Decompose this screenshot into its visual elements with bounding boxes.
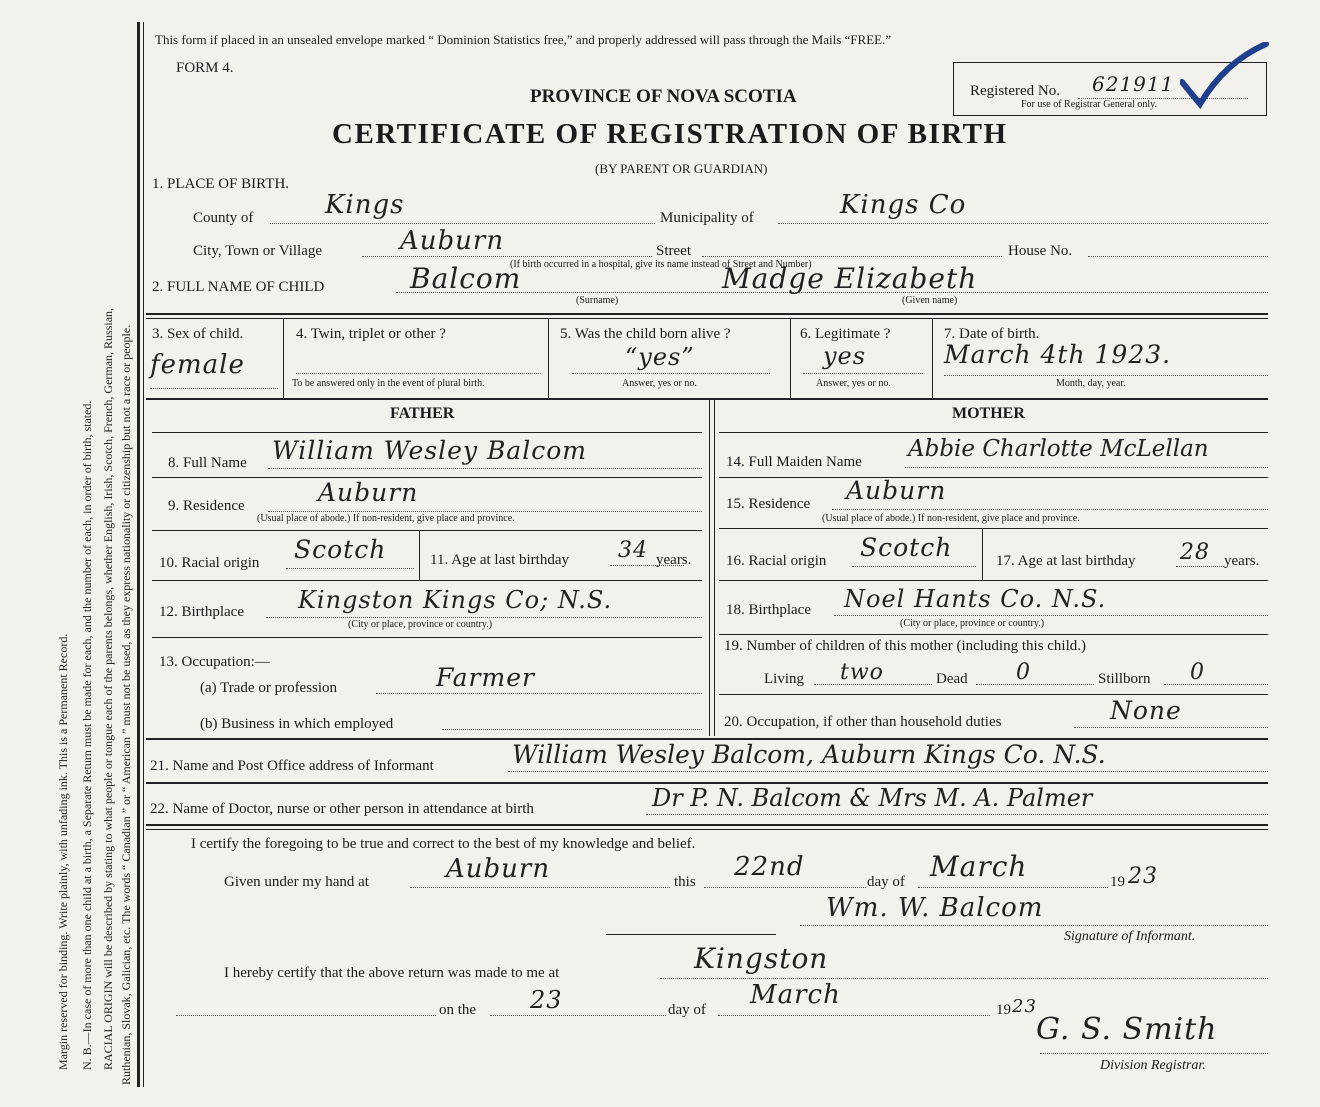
on-the-label: on the bbox=[439, 1002, 477, 1018]
mother-rule-5 bbox=[719, 694, 1268, 695]
registrar-year-prefix: 19 bbox=[996, 1002, 1011, 1018]
margin-note-multiple-births: N. B.—In case of more than one child at a birth, a Separate Return must be made for each, and the number of each, in order of birth, stated. bbox=[80, 400, 94, 1070]
parents-column-divider bbox=[709, 398, 710, 736]
registered-label: Registered No. bbox=[970, 83, 1060, 99]
mother-children-label: 19. Number of children of this mother (including this child.) bbox=[724, 638, 1087, 654]
sex-value: female bbox=[150, 350, 245, 380]
alive-line bbox=[572, 373, 770, 374]
section-divider bbox=[146, 313, 1268, 315]
registrar-day-of-label: day of bbox=[668, 1002, 706, 1018]
registered-number: 621911 bbox=[1092, 72, 1175, 96]
mother-heading-rule bbox=[719, 432, 1268, 433]
informant-signature-line bbox=[800, 925, 1268, 926]
certification-divider-double bbox=[146, 829, 1268, 830]
registrar-day-line bbox=[490, 1015, 666, 1016]
father-age-label: 11. Age at last birthday bbox=[430, 552, 569, 568]
dob-note: Month, day, year. bbox=[1056, 378, 1126, 389]
surname-note: (Surname) bbox=[576, 295, 619, 306]
margin-note-racial-origin-cont: Ruthenian, Slovak, Galician, etc. The words “ Canadian ” or “ American ” must not be used, as they express nationality or citizenship but not a race or people. bbox=[119, 324, 133, 1085]
dead-value: 0 bbox=[1016, 660, 1031, 685]
house-label: House No. bbox=[1008, 243, 1073, 259]
street-line bbox=[702, 256, 1002, 257]
twin-note: To be answered only in the event of plural birth. bbox=[292, 378, 485, 389]
twin-label: 4. Twin, triplet or other ? bbox=[296, 326, 446, 342]
dead-label: Dead bbox=[936, 671, 968, 687]
doctor-label: 22. Name of Doctor, nurse or other person in attendance at birth bbox=[150, 801, 534, 817]
city-line bbox=[362, 256, 652, 257]
registered-note: For use of Registrar General only. bbox=[1021, 99, 1157, 110]
checkmark-icon bbox=[1180, 42, 1270, 112]
legitimate-label: 6. Legitimate ? bbox=[800, 326, 891, 342]
registrar-separator bbox=[606, 934, 776, 935]
father-heading-rule bbox=[152, 432, 702, 433]
father-rule-3 bbox=[152, 580, 702, 581]
mother-age-value: 28 bbox=[1180, 540, 1210, 565]
mother-race-divider bbox=[982, 528, 983, 580]
form-number: FORM 4. bbox=[176, 60, 234, 76]
child-given-name: Madge Elizabeth bbox=[722, 262, 978, 295]
father-years-label: years. bbox=[656, 552, 692, 568]
legitimate-value: yes bbox=[823, 342, 867, 370]
mother-rule-1 bbox=[719, 477, 1268, 478]
certificate-title: CERTIFICATE OF REGISTRATION OF BIRTH bbox=[332, 118, 1008, 150]
year-value: 23 bbox=[1128, 864, 1158, 889]
row3-divider-2 bbox=[548, 318, 549, 398]
mother-occupation-value: None bbox=[1110, 696, 1182, 725]
informant-line bbox=[508, 771, 1268, 772]
mother-residence-note: (Usual place of abode.) If non-resident, give place and province. bbox=[822, 513, 1080, 524]
mother-age-label: 17. Age at last birthday bbox=[996, 553, 1136, 569]
father-birthplace-value: Kingston Kings Co; N.S. bbox=[298, 586, 613, 614]
margin-note-binding: Margin reserved for binding. Write plainly, with unfading ink. This is a Permanent Record. bbox=[56, 633, 70, 1070]
legitimate-line bbox=[803, 373, 923, 374]
mother-age-line bbox=[1176, 566, 1224, 567]
parents-column-divider-2 bbox=[714, 398, 715, 736]
mother-name-line bbox=[905, 467, 1268, 468]
father-trade-line bbox=[376, 693, 702, 694]
sex-line bbox=[150, 388, 278, 389]
registrar-year-value: 23 bbox=[1012, 996, 1037, 1017]
informant-signature: Wm. W. Balcom bbox=[826, 893, 1044, 923]
child-surname: Balcom bbox=[410, 262, 522, 295]
city-value: Auburn bbox=[400, 226, 505, 256]
day-of-label: day of bbox=[867, 874, 905, 890]
row3-divider-3 bbox=[790, 318, 791, 398]
given-place-value: Auburn bbox=[446, 854, 551, 884]
father-rule-1 bbox=[152, 477, 702, 478]
father-race-label: 10. Racial origin bbox=[159, 555, 260, 571]
margin-divider bbox=[137, 22, 140, 1087]
mail-notice: This form if placed in an unsealed envelope marked “ Dominion Statistics free,” and properly addressed will pass through the Mails “FREE.” bbox=[155, 32, 892, 47]
informant-signature-label: Signature of Informant. bbox=[1064, 929, 1196, 944]
row3-divider-4 bbox=[932, 318, 933, 398]
father-business-line bbox=[442, 729, 702, 730]
day-value: 22nd bbox=[734, 852, 805, 882]
father-trade-value: Farmer bbox=[436, 663, 535, 692]
registrar-signature-label: Division Registrar. bbox=[1100, 1058, 1206, 1073]
dob-line bbox=[944, 375, 1268, 376]
father-rule-2 bbox=[152, 530, 702, 531]
city-label: City, Town or Village bbox=[193, 243, 323, 259]
doctor-line bbox=[646, 814, 1268, 815]
father-race-value: Scotch bbox=[294, 535, 387, 564]
day-line bbox=[704, 887, 866, 888]
sex-label: 3. Sex of child. bbox=[152, 326, 244, 342]
county-value: Kings bbox=[325, 190, 405, 220]
dob-label: 7. Date of birth. bbox=[944, 326, 1040, 342]
father-name-line bbox=[268, 468, 702, 469]
registrar-day-value: 23 bbox=[530, 986, 563, 1014]
registrar-place-line bbox=[660, 978, 1268, 979]
father-residence-line bbox=[268, 511, 702, 512]
registrar-signature: G. S. Smith bbox=[1036, 1012, 1218, 1047]
father-name-value: William Wesley Balcom bbox=[272, 436, 587, 465]
mother-race-line bbox=[852, 566, 976, 567]
municipality-value: Kings Co bbox=[840, 190, 967, 220]
certificate-subtitle: (BY PARENT OR GUARDIAN) bbox=[595, 161, 768, 176]
hospital-note: (If birth occurred in a hospital, give its name instead of Street and Number) bbox=[510, 259, 812, 270]
child-name-label: 2. FULL NAME OF CHILD bbox=[152, 279, 325, 295]
stillborn-line bbox=[1164, 684, 1268, 685]
place-of-birth-heading: 1. PLACE OF BIRTH. bbox=[152, 176, 290, 192]
father-residence-label: 9. Residence bbox=[168, 498, 245, 514]
doctor-value: Dr P. N. Balcom & Mrs M. A. Palmer bbox=[652, 784, 1093, 812]
mother-rule-4 bbox=[719, 634, 1268, 635]
registrar-month-line bbox=[718, 1015, 990, 1016]
living-value: two bbox=[840, 660, 884, 685]
dead-line bbox=[976, 684, 1094, 685]
house-line bbox=[1088, 256, 1268, 257]
father-business-label: (b) Business in which employed bbox=[200, 716, 394, 732]
mother-birthplace-note: (City or place, province or country.) bbox=[900, 618, 1045, 629]
this-label: this bbox=[674, 874, 696, 890]
alive-value: “yes” bbox=[625, 343, 695, 371]
father-age-value: 34 bbox=[618, 538, 648, 563]
mother-residence-label: 15. Residence bbox=[726, 496, 811, 512]
mother-race-value: Scotch bbox=[860, 533, 953, 562]
street-label: Street bbox=[656, 243, 691, 259]
informant-value: William Wesley Balcom, Auburn Kings Co. N.S. bbox=[512, 740, 1106, 769]
mother-birthplace-value: Noel Hants Co. N.S. bbox=[844, 585, 1107, 613]
informant-statement: I certify the foregoing to be true and correct to the best of my knowledge and belief. bbox=[191, 836, 696, 852]
parents-divider bbox=[146, 398, 1268, 400]
father-birthplace-line bbox=[266, 617, 702, 618]
registrar-blank-line bbox=[176, 1015, 436, 1016]
registrar-place-value: Kingston bbox=[694, 942, 829, 975]
father-rule-4 bbox=[152, 637, 702, 638]
father-race-line bbox=[286, 568, 414, 569]
stillborn-value: 0 bbox=[1190, 660, 1205, 685]
mother-name-value: Abbie Charlotte McLellan bbox=[908, 436, 1209, 462]
given-place-line bbox=[410, 887, 670, 888]
year-prefix: 19 bbox=[1110, 874, 1125, 890]
certification-divider bbox=[146, 824, 1268, 826]
mother-years-label: years. bbox=[1224, 553, 1260, 569]
alive-note: Answer, yes or no. bbox=[622, 378, 697, 389]
father-heading: FATHER bbox=[390, 405, 455, 422]
father-name-label: 8. Full Name bbox=[168, 455, 247, 471]
father-birthplace-note: (City or place, province or country.) bbox=[348, 619, 493, 630]
mother-name-label: 14. Full Maiden Name bbox=[726, 454, 862, 470]
mother-birthplace-label: 18. Birthplace bbox=[726, 602, 811, 618]
mother-residence-line bbox=[832, 509, 1268, 510]
county-line bbox=[270, 223, 655, 224]
dob-value: March 4th 1923. bbox=[944, 340, 1172, 369]
stillborn-label: Stillborn bbox=[1098, 671, 1151, 687]
mother-heading: MOTHER bbox=[952, 405, 1025, 422]
legitimate-note: Answer, yes or no. bbox=[816, 378, 891, 389]
registrar-signature-line bbox=[1040, 1053, 1268, 1054]
mother-rule-3 bbox=[719, 580, 1268, 581]
mother-rule-2 bbox=[719, 528, 1268, 529]
month-value: March bbox=[930, 850, 1028, 883]
mother-occupation-line bbox=[1074, 727, 1268, 728]
section-divider-double bbox=[146, 318, 1268, 319]
registrar-month-value: March bbox=[750, 980, 841, 1010]
living-label: Living bbox=[764, 671, 804, 687]
given-name-note: (Given name) bbox=[902, 295, 958, 306]
father-birthplace-label: 12. Birthplace bbox=[159, 604, 244, 620]
county-label: County of bbox=[193, 210, 254, 226]
province-heading: PROVINCE OF NOVA SCOTIA bbox=[530, 86, 797, 107]
margin-divider-thin bbox=[143, 22, 144, 1087]
father-residence-value: Auburn bbox=[318, 478, 419, 507]
municipality-label: Municipality of bbox=[660, 210, 754, 226]
registrar-statement: I hereby certify that the above return was made to me at bbox=[224, 965, 560, 981]
father-occupation-label: 13. Occupation:— bbox=[159, 654, 270, 670]
father-trade-label: (a) Trade or profession bbox=[200, 680, 338, 696]
alive-label: 5. Was the child born alive ? bbox=[560, 326, 731, 342]
informant-label: 21. Name and Post Office address of Informant bbox=[150, 758, 434, 774]
mother-occupation-label: 20. Occupation, if other than household duties bbox=[724, 714, 1002, 730]
twin-line bbox=[296, 373, 541, 374]
margin-note-racial-origin: RACIAL ORIGIN will be described by stating to what people or tongue each of the parents belongs, whether English, Irish, Scotch, French, German, Russian, bbox=[101, 307, 115, 1070]
father-race-divider bbox=[419, 530, 420, 580]
father-residence-note: (Usual place of abode.) If non-resident, give place and province. bbox=[257, 513, 515, 524]
row3-divider-1 bbox=[283, 318, 284, 398]
mother-race-label: 16. Racial origin bbox=[726, 553, 827, 569]
municipality-line bbox=[778, 223, 1268, 224]
month-line bbox=[918, 887, 1108, 888]
given-under-label: Given under my hand at bbox=[224, 874, 369, 890]
mother-birthplace-line bbox=[834, 615, 1268, 616]
mother-residence-value: Auburn bbox=[846, 476, 947, 505]
